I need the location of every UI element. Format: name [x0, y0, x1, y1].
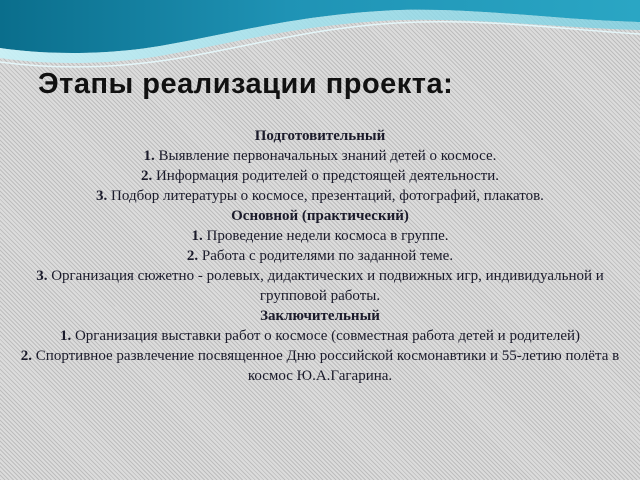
stages-content	[18, 126, 622, 386]
item-number: 1.	[191, 228, 203, 244]
list-item	[18, 146, 622, 166]
item-number: 2.	[140, 168, 153, 184]
item-text: Спортивное развлечение посвященное Дню российской космонавтики и 55-летию полёта в космос Ю.А.Гагарина.	[32, 348, 620, 384]
item-number: 1.	[59, 328, 72, 344]
item-number: 2.	[20, 348, 33, 364]
item-text: Проведение недели космоса в группе.	[202, 228, 449, 244]
slide-title: Этапы реализации проекта:	[38, 68, 454, 100]
list-item	[18, 166, 622, 186]
item-number: 1.	[143, 148, 155, 164]
item-text: Организация выставки работ о космосе (совместная работа детей и родителей)	[71, 328, 581, 344]
item-text: Подбор литературы о космосе, презентаций, фотографий, плакатов.	[107, 188, 544, 204]
list-item	[18, 326, 622, 346]
item-text: Выявление первоначальных знаний детей о космосе.	[154, 148, 497, 164]
list-item	[18, 346, 622, 386]
item-text: Информация родителей о предстоящей деятельности.	[152, 168, 500, 184]
section-heading-preparatory: Подготовительный	[254, 128, 386, 144]
item-number: 2.	[186, 248, 199, 264]
list-item	[18, 226, 622, 246]
list-item	[18, 246, 622, 266]
item-text: Работа с родителями по заданной теме.	[198, 248, 454, 264]
item-number: 3.	[36, 268, 48, 284]
section-heading-final: Заключительный	[260, 308, 380, 324]
item-text: Организация сюжетно - ролевых, дидактических и подвижных игр, индивидуальной и групповой работы.	[47, 268, 604, 304]
item-number: 3.	[96, 188, 108, 204]
list-item	[18, 186, 622, 206]
section-heading-main: Основной (практический)	[231, 208, 409, 224]
list-item	[18, 266, 622, 306]
